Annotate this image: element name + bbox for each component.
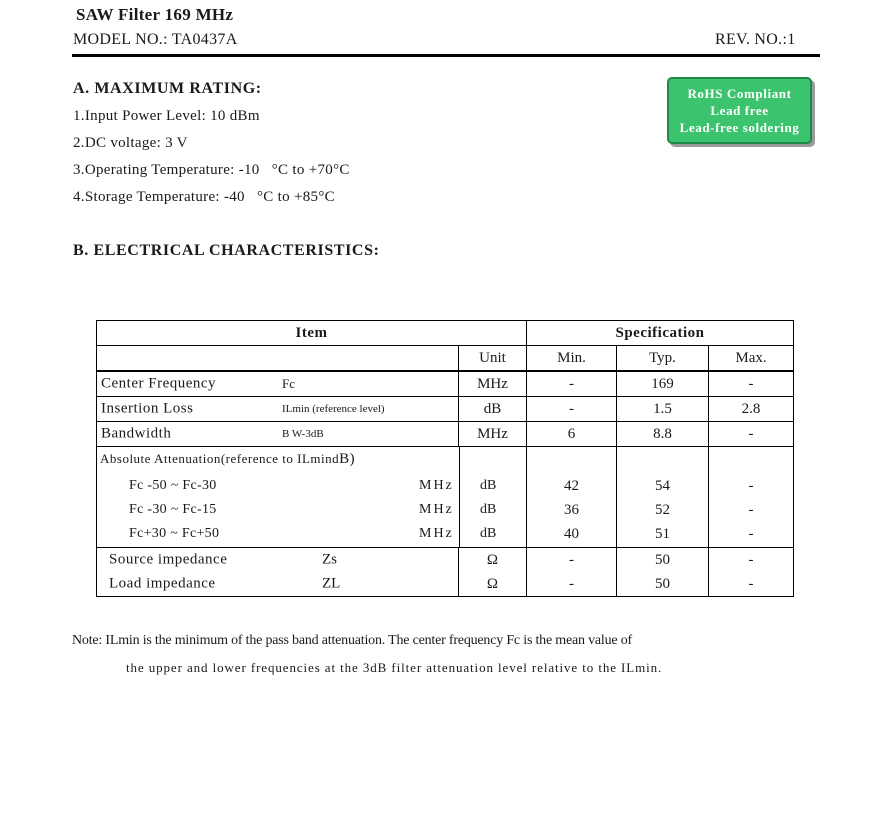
row-symbol: Fc (282, 376, 295, 391)
attenuation-max-column (709, 447, 794, 548)
section-b-heading: B. ELECTRICAL CHARACTERISTICS: (73, 242, 380, 259)
section-a-heading: A. MAXIMUM RATING: (73, 80, 262, 97)
attenuation-line (97, 478, 526, 502)
model-number: MODEL NO.: TA0437A (73, 31, 238, 48)
table-row (97, 397, 794, 422)
header-item-blank (97, 346, 459, 372)
header-min: Min. (527, 346, 617, 372)
row-name: Bandwidth (101, 425, 172, 442)
row-typ: 169 (617, 371, 709, 397)
revision-number: REV. NO.:1 (715, 31, 796, 48)
attenuation-range-unit: MHz (419, 478, 454, 493)
note-line-2: the upper and lower frequencies at the 3dB filter attenuation level relative to the ILmin. (126, 660, 663, 675)
attenuation-max: - (748, 526, 754, 542)
badge-line-lead-free-soldering: Lead-free soldering (679, 120, 800, 135)
row-name: Load impedance (109, 575, 216, 592)
document-title: SAW Filter 169 MHz (76, 5, 234, 24)
attenuation-min-column (527, 447, 617, 548)
attenuation-row (97, 447, 794, 548)
row-symbol: ILmin (reference level) (282, 403, 385, 415)
rating-operating-temperature: 3.Operating Temperature: -10 °C to +70°C (73, 162, 350, 178)
row-unit: Ω (459, 548, 527, 573)
row-symbol: Zs (322, 551, 337, 568)
attenuation-typ: 54 (655, 478, 670, 494)
rohs-compliant-badge (667, 77, 812, 144)
table-row (97, 371, 794, 397)
attenuation-unit: dB (480, 502, 497, 517)
row-min: - (527, 397, 617, 422)
row-min: 6 (527, 422, 617, 447)
table-row (97, 422, 794, 447)
row-item (97, 371, 459, 397)
row-item (97, 397, 459, 422)
attenuation-range-unit: MHz (419, 502, 454, 517)
table-row (97, 572, 794, 597)
attenuation-min: 40 (564, 526, 579, 542)
attenuation-range: Fc -30 ~ Fc-15 (129, 502, 217, 517)
table-row (97, 548, 794, 573)
attenuation-max: - (748, 502, 754, 518)
attenuation-unit: dB (480, 526, 497, 541)
rating-dc-voltage: 2.DC voltage: 3 V (73, 135, 188, 151)
rating-input-power: 1.Input Power Level: 10 dBm (73, 108, 260, 124)
attenuation-heading (100, 451, 355, 468)
header-item: Item (97, 321, 527, 346)
attenuation-typ: 52 (655, 502, 670, 518)
row-symbol: B W-3dB (282, 428, 324, 440)
row-max: - (709, 548, 794, 573)
attenuation-item (97, 447, 527, 548)
attenuation-range: Fc -50 ~ Fc-30 (129, 478, 217, 493)
attenuation-range-unit: MHz (419, 526, 454, 541)
header-typ: Typ. (617, 346, 709, 372)
row-min: - (527, 548, 617, 573)
table-subheader-row (97, 346, 794, 372)
row-unit: Ω (459, 572, 527, 597)
badge-line-lead-free: Lead free (710, 103, 769, 118)
row-typ: 1.5 (617, 397, 709, 422)
row-typ: 50 (617, 572, 709, 597)
row-max: - (709, 371, 794, 397)
attenuation-line (97, 502, 526, 526)
attenuation-typ: 51 (655, 526, 670, 542)
row-item (97, 548, 459, 573)
row-name: Source impedance (109, 551, 228, 568)
unit-column-divider (459, 447, 460, 547)
row-unit: dB (459, 397, 527, 422)
row-typ: 8.8 (617, 422, 709, 447)
row-unit: MHz (459, 422, 527, 447)
row-typ: 50 (617, 548, 709, 573)
attenuation-line (97, 526, 526, 550)
header-unit: Unit (459, 346, 527, 372)
row-max: 2.8 (709, 397, 794, 422)
attenuation-heading-tail: B) (339, 451, 356, 467)
attenuation-typ-column (617, 447, 709, 548)
header-divider (72, 54, 820, 57)
row-name: Center Frequency (101, 375, 217, 392)
attenuation-min: 42 (564, 478, 579, 494)
attenuation-range: Fc+30 ~ Fc+50 (129, 526, 220, 541)
attenuation-unit: dB (480, 478, 497, 493)
row-name: Insertion Loss (101, 400, 194, 417)
attenuation-min: 36 (564, 502, 579, 518)
table-header-row (97, 321, 794, 346)
row-unit: MHz (459, 371, 527, 397)
rating-storage-temperature: 4.Storage Temperature: -40 °C to +85°C (73, 189, 335, 205)
note-line-1: Note: ILmin is the minimum of the pass band attenuation. The center frequency Fc is the mean value of (72, 633, 632, 648)
badge-line-rohs: RoHS Compliant (687, 86, 792, 101)
row-min: - (527, 371, 617, 397)
row-symbol: ZL (322, 575, 341, 592)
attenuation-max: - (748, 478, 754, 494)
row-item (97, 422, 459, 447)
attenuation-heading-text: Absolute Attenuation(reference to ILmind (100, 451, 340, 466)
electrical-characteristics-table (96, 320, 794, 597)
row-max: - (709, 422, 794, 447)
row-max: - (709, 572, 794, 597)
header-specification: Specification (527, 321, 794, 346)
row-min: - (527, 572, 617, 597)
header-max: Max. (709, 346, 794, 372)
row-item (97, 572, 459, 597)
